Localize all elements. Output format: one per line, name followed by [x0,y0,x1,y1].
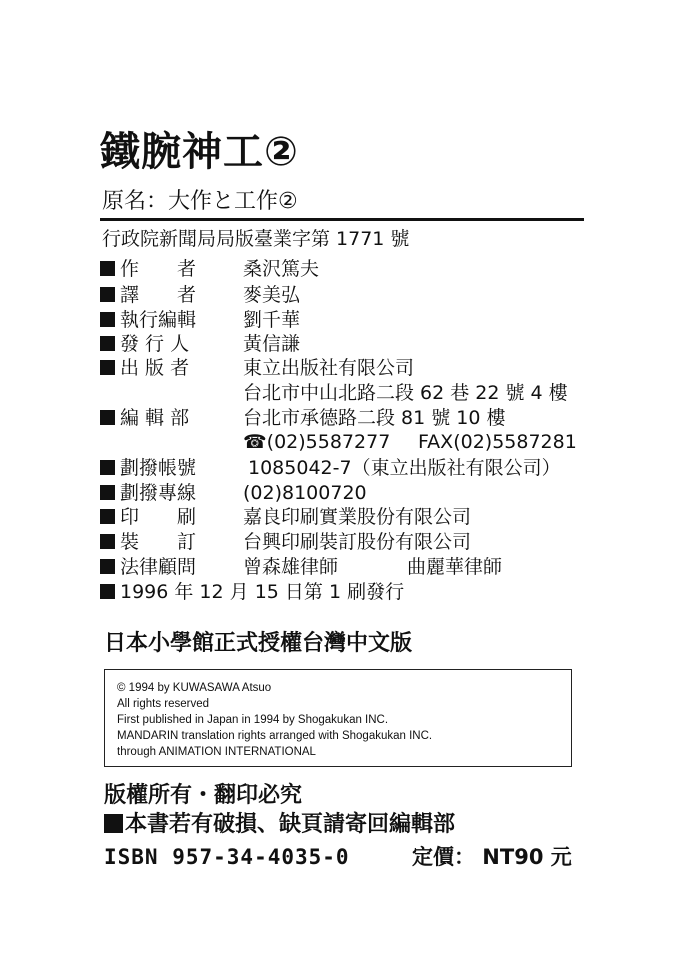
book-title: 鐵腕神工② [100,129,299,175]
print-date: 1996 年 12 月 15 日第 1 刷發行 [120,581,405,603]
bullet-square-icon [100,287,115,302]
credit-value: 劉千華 [243,309,301,331]
copyright-line: MANDARIN translation rights arranged with Shogakukan INC. [117,730,433,742]
credit-label: 譯 者 [120,284,197,306]
publisher-address: 台北市中山北路二段 62 巷 22 號 4 樓 [243,382,568,404]
damage-notice-row [104,810,455,840]
credit-value: (02)8100720 [243,482,367,504]
bullet-square-icon [100,261,115,276]
bullet-square-icon [100,534,115,549]
credit-value: 東立出版社有限公司 [243,357,415,379]
credit-label: 劃撥專線 [120,482,197,504]
credit-row-editorial [100,405,506,431]
bullet-square-icon [100,509,115,524]
credit-row-publisher-person [100,331,301,357]
bullet-square-icon [100,336,115,351]
title-divider [100,218,584,221]
original-title: 原名：大作と工作② [102,189,298,214]
credit-row-postal-account [100,455,561,481]
bullet-square-icon [100,410,115,425]
print-date-row [100,579,405,605]
credit-value: 嘉良印刷實業股份有限公司 [243,506,472,528]
credit-row-translator [100,282,301,308]
copyright-line: First published in Japan in 1994 by Shogakukan INC. [117,714,389,726]
isbn: ISBN 957-34-4035-0 [104,845,350,869]
bullet-square-icon [100,460,115,475]
credit-row-author [100,256,320,282]
credit-value: 台興印刷裝訂股份有限公司 [243,531,472,553]
credit-row-publisher [100,355,415,381]
bullet-square-icon [100,312,115,327]
bullet-square-icon [100,559,115,574]
credit-row-printing [100,504,472,530]
phone-number: ☎(02)5587277 [243,431,391,453]
bullet-square-icon [100,485,115,500]
bullet-square-icon [104,814,123,833]
damage-notice: 本書若有破損、缺頁請寄回編輯部 [125,812,456,837]
credit-value: 麥美弘 [243,284,301,306]
authorization-notice: 日本小學館正式授權台灣中文版 [104,631,413,656]
credit-label: 出 版 者 [120,357,190,379]
credit-value: 曾森雄律師 [243,556,339,578]
credit-label: 作 者 [120,258,197,280]
rights-notice: 版權所有・翻印必究 [104,783,303,808]
credit-row-legal [100,554,503,580]
credit-label: 印 刷 [120,506,197,528]
credit-row-editor [100,307,301,333]
credit-row-postal-line [100,480,367,506]
credit-label: 編 輯 部 [120,407,190,429]
credit-label: 執行編輯 [120,309,197,331]
bullet-square-icon [100,584,115,599]
credit-value-secondary: 曲麗華律師 [407,556,503,578]
credit-row-binding [100,529,472,555]
credit-value: 台北市承德路二段 81 號 10 樓 [243,407,506,429]
copyright-line: All rights reserved [117,698,210,710]
credit-label: 發 行 人 [120,333,190,355]
price: 定價： NT90 元 [412,845,572,869]
credit-value: 黃信謙 [243,333,301,355]
credit-label: 法律顧問 [120,556,197,578]
copyright-box [104,669,572,767]
credit-value: 桑沢篤夫 [243,258,320,280]
bullet-square-icon [100,360,115,375]
credit-value: 1085042-7（東立出版社有限公司） [248,457,561,479]
fax-number: FAX(02)5587281 [418,431,577,453]
credit-label: 裝 訂 [120,531,197,553]
license-number: 行政院新聞局局版臺業字第 1771 號 [102,228,410,250]
copyright-line: © 1994 by KUWASAWA Atsuo [117,682,272,694]
copyright-line: through ANIMATION INTERNATIONAL [117,746,316,758]
credit-label: 劃撥帳號 [120,457,197,479]
